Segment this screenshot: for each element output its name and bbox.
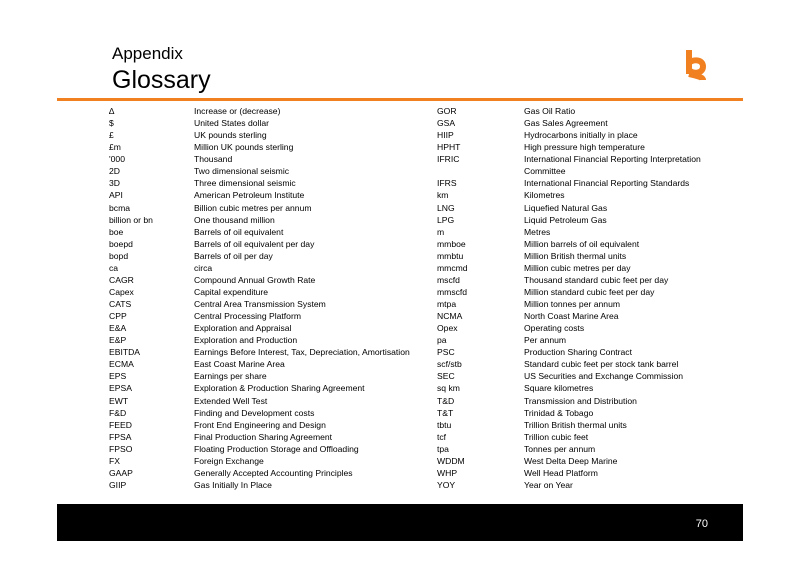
- glossary-abbreviation: EPS: [109, 371, 127, 382]
- glossary-abbreviation: £: [109, 130, 114, 141]
- glossary-abbreviation: CAGR: [109, 274, 134, 285]
- glossary-row: [437, 358, 737, 370]
- glossary-definition: Million tonnes per annum: [524, 299, 621, 309]
- page-number: 70: [695, 518, 708, 530]
- glossary-definition: High pressure high temperature: [524, 142, 645, 153]
- glossary-abbreviation: GSA: [437, 118, 456, 129]
- glossary-row: [437, 202, 737, 214]
- glossary-row: [109, 382, 439, 394]
- glossary-definition: North Coast Marine Area: [524, 311, 619, 322]
- page-subtitle: Appendix: [112, 44, 183, 63]
- glossary-abbreviation: WDDM: [437, 455, 465, 466]
- glossary-row: [437, 334, 737, 346]
- glossary-row: [109, 419, 439, 431]
- glossary-definition: Finding and Development costs: [194, 407, 315, 418]
- glossary-definition: West Delta Deep Marine: [524, 455, 618, 466]
- glossary-row: [437, 214, 737, 226]
- glossary-abbreviation: mmcmd: [437, 262, 468, 273]
- glossary-definition: Hydrocarbons initially in place: [524, 130, 638, 141]
- glossary-definition: Earnings Before Interest, Tax, Depreciation, Amortisation: [194, 347, 410, 358]
- glossary-definition: Year on Year: [524, 479, 573, 490]
- glossary-abbreviation: IFRIC: [437, 154, 460, 165]
- glossary-row: [109, 226, 439, 238]
- glossary-row: [109, 262, 439, 274]
- glossary-definition: Compound Annual Growth Rate: [194, 274, 316, 285]
- glossary-abbreviation: 2D: [109, 166, 120, 177]
- glossary-abbreviation: boepd: [109, 238, 133, 249]
- bg-logo-icon: [679, 47, 709, 83]
- glossary-row: [109, 334, 439, 346]
- glossary-definition: Foreign Exchange: [194, 455, 264, 466]
- glossary-definition: International Financial Reporting Interpretation Committee: [524, 154, 701, 177]
- glossary-abbreviation: WHP: [437, 467, 458, 478]
- glossary-definition: Central Area Transmission System: [194, 299, 326, 309]
- glossary-abbreviation: E&A: [109, 323, 127, 334]
- glossary-definition: Thousand: [194, 154, 233, 165]
- glossary-abbreviation: $: [109, 118, 114, 129]
- glossary-definition: One thousand million: [194, 214, 275, 225]
- glossary-row: [109, 202, 439, 214]
- glossary-abbreviation: HIIP: [437, 130, 454, 141]
- glossary-row: [109, 214, 439, 226]
- glossary-row: [437, 238, 737, 250]
- glossary-abbreviation: LNG: [437, 202, 455, 213]
- glossary-definition: Two dimensional seismic: [194, 166, 290, 177]
- glossary-abbreviation: tbtu: [437, 419, 452, 430]
- glossary-definition: Well Head Platform: [524, 467, 598, 478]
- glossary-row: [437, 455, 737, 467]
- glossary-row: [437, 226, 737, 238]
- glossary-row: [437, 431, 737, 443]
- glossary-abbreviation: pa: [437, 335, 447, 346]
- glossary-abbreviation: mtpa: [437, 299, 457, 309]
- glossary-definition: Gas Oil Ratio: [524, 106, 576, 116]
- glossary-definition: Trinidad & Tobago: [524, 407, 594, 418]
- glossary-row: [437, 467, 737, 479]
- glossary-definition: Production Sharing Contract: [524, 347, 632, 358]
- glossary-abbreviation: mscfd: [437, 274, 460, 285]
- glossary-abbreviation: SEC: [437, 371, 455, 382]
- glossary-abbreviation: 3D: [109, 178, 120, 189]
- glossary-definition: Per annum: [524, 335, 567, 346]
- header-divider: [57, 98, 743, 101]
- glossary-abbreviation: EBITDA: [109, 347, 141, 358]
- glossary-definition: Earnings per share: [194, 371, 267, 382]
- glossary-row: [437, 322, 737, 334]
- glossary-definition: Million UK pounds sterling: [194, 142, 294, 153]
- page-header: [112, 44, 211, 94]
- glossary-definition: East Coast Marine Area: [194, 359, 285, 370]
- glossary-abbreviation: billion or bn: [109, 214, 153, 225]
- glossary-definition: Barrels of oil equivalent per day: [194, 238, 315, 249]
- glossary-abbreviation: EWT: [109, 395, 129, 406]
- glossary-row: [437, 286, 737, 298]
- glossary-definition: Gas Sales Agreement: [524, 118, 608, 129]
- glossary-row: [437, 479, 737, 491]
- glossary-right-column: [437, 105, 737, 491]
- glossary-abbreviation: F&D: [109, 407, 127, 418]
- glossary-row: [109, 274, 439, 286]
- glossary-abbreviation: T&D: [437, 395, 455, 406]
- glossary-row: [437, 177, 737, 189]
- glossary-definition: Billion cubic metres per annum: [194, 202, 312, 213]
- glossary-abbreviation: km: [437, 190, 449, 201]
- glossary-row: [437, 105, 737, 117]
- glossary-definition: Million barrels of oil equivalent: [524, 238, 640, 249]
- glossary-row: [109, 105, 439, 117]
- glossary-row: [109, 407, 439, 419]
- glossary-definition: US Securities and Exchange Commission: [524, 371, 684, 382]
- glossary-definition: International Financial Reporting Standards: [524, 178, 690, 189]
- glossary-row: [109, 117, 439, 129]
- glossary-row: [109, 189, 439, 201]
- glossary-abbreviation: Capex: [109, 286, 134, 297]
- glossary-row: [437, 346, 737, 358]
- glossary-row: [109, 153, 439, 165]
- glossary-definition: Thousand standard cubic feet per day: [524, 274, 669, 285]
- glossary-row: [109, 431, 439, 443]
- glossary-row: [109, 467, 439, 479]
- glossary-row: [109, 455, 439, 467]
- glossary-abbreviation: FPSO: [109, 443, 133, 454]
- glossary-row: [437, 141, 737, 153]
- glossary-definition: circa: [194, 262, 213, 273]
- glossary-row: [109, 238, 439, 250]
- glossary-abbreviation: GOR: [437, 106, 457, 116]
- glossary-row: [109, 443, 439, 455]
- glossary-row: [109, 346, 439, 358]
- page-title: Glossary: [112, 66, 211, 94]
- glossary-abbreviation: EPSA: [109, 383, 132, 394]
- glossary-row: [109, 310, 439, 322]
- glossary-abbreviation: Opex: [437, 323, 458, 334]
- glossary-row: [437, 153, 737, 177]
- glossary-definition: Floating Production Storage and Offloading: [194, 443, 359, 454]
- glossary-row: [109, 129, 439, 141]
- glossary-definition: Trillion cubic feet: [524, 431, 589, 442]
- glossary-row: [109, 479, 439, 491]
- glossary-row: [109, 322, 439, 334]
- glossary-abbreviation: HPHT: [437, 142, 461, 153]
- glossary-definition: Operating costs: [524, 323, 585, 334]
- glossary-row: [437, 189, 737, 201]
- glossary-definition: Exploration & Production Sharing Agreement: [194, 383, 365, 394]
- glossary-definition: Front End Engineering and Design: [194, 419, 326, 430]
- glossary-definition: Million cubic metres per day: [524, 262, 631, 273]
- glossary-row: [437, 382, 737, 394]
- glossary-definition: Liquid Petroleum Gas: [524, 214, 607, 225]
- glossary-definition: Kilometres: [524, 190, 565, 201]
- glossary-abbreviation: mmscfd: [437, 286, 468, 297]
- glossary-definition: Generally Accepted Accounting Principles: [194, 467, 353, 478]
- glossary-abbreviation: FEED: [109, 419, 132, 430]
- glossary-abbreviation: ca: [109, 262, 119, 273]
- glossary-definition: Exploration and Production: [194, 335, 298, 346]
- glossary-row: [109, 395, 439, 407]
- glossary-definition: Square kilometres: [524, 383, 594, 394]
- glossary-abbreviation: LPG: [437, 214, 455, 225]
- glossary-row: [437, 370, 737, 382]
- glossary-definition: Gas Initially In Place: [194, 479, 272, 490]
- glossary-definition: Barrels of oil equivalent: [194, 226, 284, 237]
- glossary-definition: American Petroleum Institute: [194, 190, 305, 201]
- glossary-abbreviation: scf/stb: [437, 359, 462, 370]
- glossary-definition: Exploration and Appraisal: [194, 323, 292, 334]
- glossary-abbreviation: boe: [109, 226, 124, 237]
- glossary-abbreviation: NCMA: [437, 311, 463, 322]
- glossary-abbreviation: mmboe: [437, 238, 466, 249]
- glossary-definition: Standard cubic feet per stock tank barrel: [524, 359, 679, 370]
- glossary-row: [109, 141, 439, 153]
- glossary-row: [109, 358, 439, 370]
- glossary-abbreviation: £m: [109, 142, 121, 153]
- glossary-abbreviation: PSC: [437, 347, 455, 358]
- glossary-abbreviation: mmbtu: [437, 250, 464, 261]
- glossary-abbreviation: E&P: [109, 335, 127, 346]
- glossary-row: [109, 165, 439, 177]
- glossary-abbreviation: CPP: [109, 311, 127, 322]
- glossary-definition: Transmission and Distribution: [524, 395, 637, 406]
- glossary-abbreviation: ∆: [109, 106, 115, 116]
- glossary-row: [437, 310, 737, 322]
- glossary-row: [437, 117, 737, 129]
- glossary-definition: Increase or (decrease): [194, 106, 281, 116]
- glossary-row: [437, 407, 737, 419]
- glossary-row: [437, 274, 737, 286]
- glossary-left-column: [109, 105, 439, 491]
- glossary-definition: Tonnes per annum: [524, 443, 596, 454]
- glossary-row: [437, 443, 737, 455]
- glossary-definition: Central Processing Platform: [194, 311, 301, 322]
- glossary-abbreviation: tcf: [437, 431, 447, 442]
- glossary-abbreviation: CATS: [109, 299, 132, 309]
- glossary-abbreviation: tpa: [437, 443, 449, 454]
- glossary-definition: United States dollar: [194, 118, 269, 129]
- glossary-definition: Barrels of oil per day: [194, 250, 273, 261]
- glossary-definition: Three dimensional seismic: [194, 178, 296, 189]
- glossary-abbreviation: IFRS: [437, 178, 457, 189]
- glossary-definition: Final Production Sharing Agreement: [194, 431, 333, 442]
- glossary-abbreviation: ECMA: [109, 359, 134, 370]
- glossary-definition: UK pounds sterling: [194, 130, 267, 141]
- glossary-abbreviation: API: [109, 190, 123, 201]
- glossary-definition: Trillion British thermal units: [524, 419, 627, 430]
- glossary-abbreviation: FPSA: [109, 431, 132, 442]
- glossary-row: [109, 177, 439, 189]
- glossary-row: [109, 250, 439, 262]
- glossary-row: [109, 298, 439, 310]
- glossary-row: [109, 370, 439, 382]
- glossary-definition: Liquefied Natural Gas: [524, 202, 608, 213]
- glossary-abbreviation: GAAP: [109, 467, 133, 478]
- glossary-abbreviation: '000: [109, 154, 125, 165]
- glossary-definition: Million standard cubic feet per day: [524, 286, 655, 297]
- glossary-row: [437, 129, 737, 141]
- glossary-abbreviation: m: [437, 226, 445, 237]
- glossary-definition: Capital expenditure: [194, 286, 269, 297]
- glossary-row: [437, 395, 737, 407]
- glossary-abbreviation: bcma: [109, 202, 131, 213]
- glossary-abbreviation: bopd: [109, 250, 129, 261]
- glossary-abbreviation: GIIP: [109, 479, 127, 490]
- glossary-definition: Million British thermal units: [524, 250, 627, 261]
- glossary-row: [437, 298, 737, 310]
- glossary-row: [437, 262, 737, 274]
- footer-bar: [57, 504, 743, 541]
- glossary-definition: Metres: [524, 226, 551, 237]
- glossary-definition: Extended Well Test: [194, 395, 268, 406]
- glossary-row: [109, 286, 439, 298]
- glossary-row: [437, 250, 737, 262]
- glossary-abbreviation: sq km: [437, 383, 460, 394]
- glossary-row: [437, 419, 737, 431]
- glossary-abbreviation: YOY: [437, 479, 456, 490]
- glossary-abbreviation: T&T: [437, 407, 454, 418]
- glossary-abbreviation: FX: [109, 455, 120, 466]
